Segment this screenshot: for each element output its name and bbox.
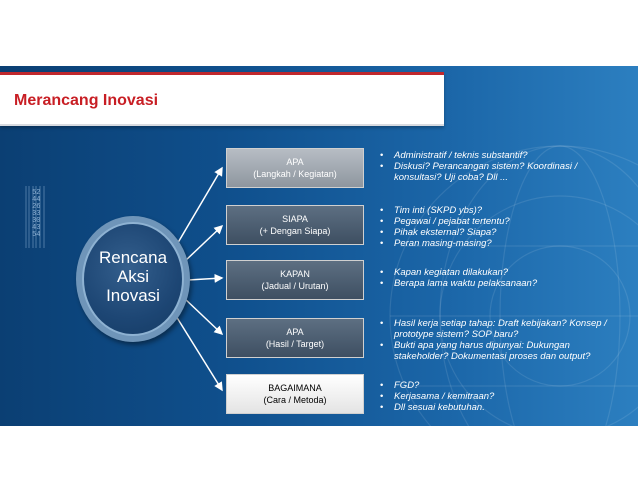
list-item: • Bukti apa yang harus dipunyai: Dukungan stakeholder? Dokumentasi proses dan output? <box>378 340 623 362</box>
side-number-strip: 52442633304354 <box>32 189 41 239</box>
arrow-1 <box>176 168 222 246</box>
bullets-apa-langkah <box>378 150 623 183</box>
bullets-kapan <box>378 267 623 289</box>
arrow-3 <box>188 278 222 280</box>
list-item: • FGD? <box>378 380 623 391</box>
center-line: Rencana <box>98 248 168 267</box>
step-heading: SIAPA <box>282 214 308 224</box>
bullets-bagaimana <box>378 380 623 413</box>
step-sub: (+ Dengan Siapa) <box>259 226 331 236</box>
list-item: • Peran masing-masing? <box>378 238 623 249</box>
step-heading: APA <box>286 157 304 167</box>
step-sub: (Langkah / Kegiatan) <box>253 169 337 179</box>
list-item: • Administratif / teknis substantif? <box>378 150 623 161</box>
bullets-siapa <box>378 205 623 249</box>
arrow-4 <box>184 298 222 334</box>
step-heading: BAGAIMANA <box>268 383 322 393</box>
step-heading: KAPAN <box>280 269 310 279</box>
center-line: Aksi <box>116 267 150 286</box>
step-sub: (Jadual / Urutan) <box>261 281 329 291</box>
step-box-siapa <box>226 205 364 245</box>
step-box-apa-langkah <box>226 148 364 188</box>
step-sub: (Hasil / Target) <box>265 339 325 349</box>
step-box-kapan <box>226 260 364 300</box>
page-title: Merancang Inovasi <box>14 92 159 109</box>
list-item: • Berapa lama waktu pelaksanaan? <box>378 278 623 289</box>
list-item: • Dll sesuai kebutuhan. <box>378 402 623 413</box>
step-sub: (Cara / Metoda) <box>263 395 327 405</box>
step-box-bagaimana <box>226 374 364 414</box>
list-item: • Pegawai / pejabat tertentu? <box>378 216 623 227</box>
step-heading: APA <box>286 327 304 337</box>
arrow-2 <box>184 226 222 262</box>
list-item: • Kerjasama / kemitraan? <box>378 391 623 402</box>
center-line: Inovasi <box>106 286 160 305</box>
list-item: • Pihak eksternal? Siapa? <box>378 227 623 238</box>
center-label <box>82 248 184 305</box>
list-item: • Tim inti (SKPD ybs)? <box>378 205 623 216</box>
step-box-apa-hasil <box>226 318 364 358</box>
list-item: • Diskusi? Perancangan sistem? Koordinasi / konsultasi? Uji coba? Dll ... <box>378 161 623 183</box>
bullets-apa-hasil <box>378 318 623 362</box>
list-item: • Hasil kerja setiap tahap: Draft kebijakan? Konsep / prototype sistem? SOP baru? <box>378 318 623 340</box>
list-item: • Kapan kegiatan dilakukan? <box>378 267 623 278</box>
